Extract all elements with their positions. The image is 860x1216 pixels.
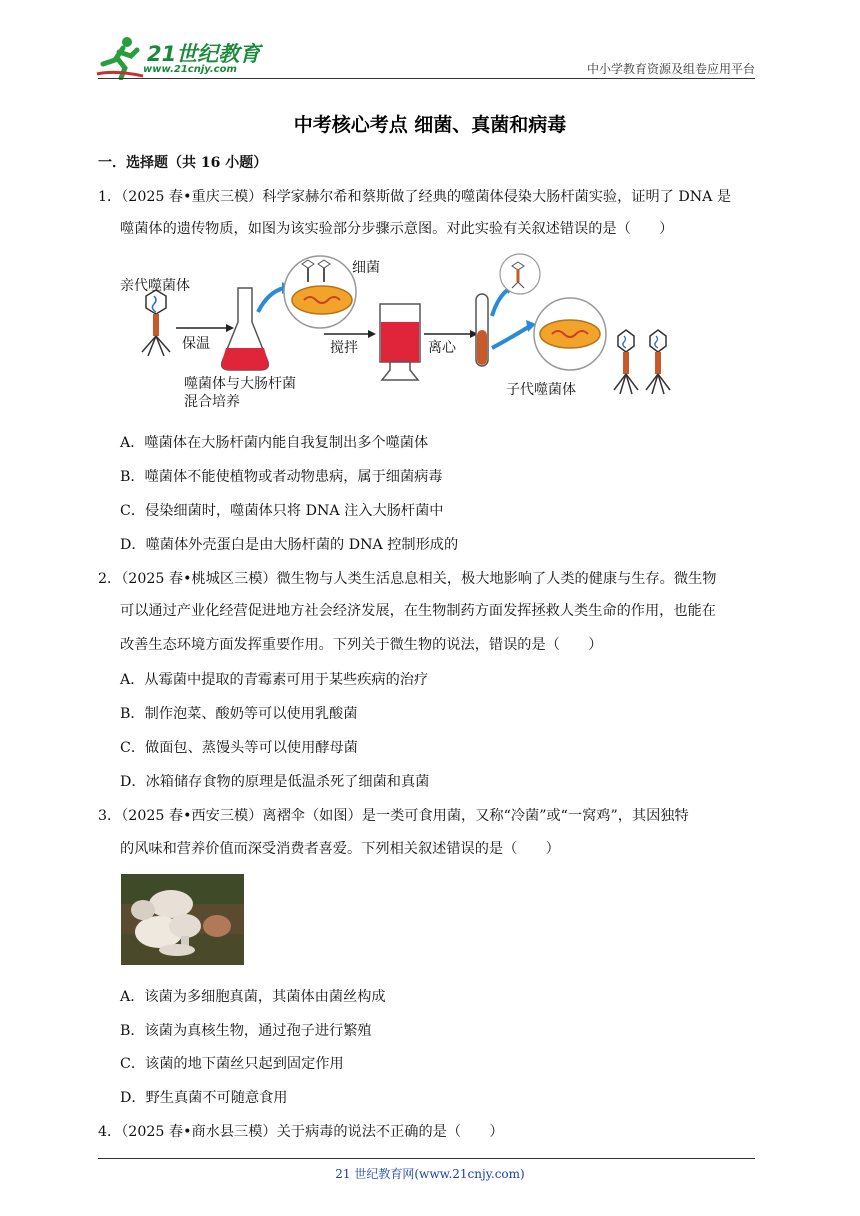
question-2-line-2: 可以通过产业化经营促进地方社会经济发展，在生物制药方面发挥拯救人类生命的作用，也能在 xyxy=(120,603,716,619)
label-warm: 保温 xyxy=(182,336,210,352)
label-mix-2: 混合培养 xyxy=(184,394,240,410)
q1-option-d: D．噬菌体外壳蛋白是由大肠杆菌的 DNA 控制形成的 xyxy=(120,537,459,553)
page-header xyxy=(0,0,860,90)
q1-option-b: B．噬菌体不能使植物或者动物患病，属于细菌病毒 xyxy=(120,469,443,485)
infected-bacterium-icon xyxy=(534,298,606,370)
q1-option-c: C．侵染细菌时，噬菌体只将 DNA 注入大肠杆菌中 xyxy=(120,503,444,519)
site-logo xyxy=(95,34,265,80)
label-centrifuge: 离心 xyxy=(428,340,456,356)
footer-divider xyxy=(98,1158,755,1159)
mushroom-photo xyxy=(121,874,244,965)
logo-url: www.21cnjy.com xyxy=(143,64,237,75)
question-1-line-1: 1．（2025 春•重庆三模）科学家赫尔希和蔡斯做了经典的噬菌体侵染大肠杆菌实验，证明了 DNA 是 xyxy=(98,189,732,205)
q2-option-d: D．冰箱储存食物的原理是低温杀死了细菌和真菌 xyxy=(120,774,430,790)
q3-option-d: D．野生真菌不可随意食用 xyxy=(120,1090,288,1106)
question-2-line-3: 改善生态环境方面发挥重要作用。下列关于微生物的说法，错误的是（ ） xyxy=(120,637,603,653)
question-4-line-1: 4．（2025 春•商水县三模）关于病毒的说法不正确的是（ ） xyxy=(98,1124,504,1140)
q3-option-b: B．该菌为真核生物，通过孢子进行繁殖 xyxy=(120,1023,372,1039)
phage-shell-icon xyxy=(500,254,540,294)
question-2-line-1: 2．（2025 春•桃城区三模）微生物与人类生活息息相关，极大地影响了人类的健康与生存。微生物 xyxy=(98,571,717,587)
page-title: 中考核心考点 细菌、真菌和病毒 xyxy=(293,114,567,136)
header-platform-text: 中小学教育资源及组卷应用平台 xyxy=(586,62,755,76)
q3-option-a: A．该菌为多细胞真菌，其菌体由菌丝构成 xyxy=(120,989,386,1005)
header-divider xyxy=(98,78,755,79)
test-tube-icon xyxy=(476,294,488,366)
label-parent-phage: 亲代噬菌体 xyxy=(120,278,190,294)
label-stir: 搅拌 xyxy=(330,340,358,356)
runner-logo-icon xyxy=(95,34,145,80)
logo-text: 21世纪教育 xyxy=(147,42,261,66)
q2-option-b: B．制作泡菜、酸奶等可以使用乳酸菌 xyxy=(120,706,358,722)
label-mix-1: 噬菌体与大肠杆菌 xyxy=(184,376,296,392)
q2-option-a: A．从霉菌中提取的青霉素可用于某些疾病的治疗 xyxy=(120,672,429,688)
q1-option-a: A．噬菌体在大肠杆菌内能自我复制出多个噬菌体 xyxy=(120,435,429,451)
bacteria-infection-icon xyxy=(284,256,356,328)
question-1-line-2: 噬菌体的遗传物质，如图为该实验部分步骤示意图。对此实验有关叙述错误的是（ ） xyxy=(120,221,674,237)
question-3-line-1: 3．（2025 春•西安三模）离褶伞（如图）是一类可食用菌，又称“冷菌”或“一窝鸡”，其因独特 xyxy=(98,808,689,824)
phage-experiment-figure xyxy=(118,252,676,410)
footer-link[interactable]: 21 世纪教育网(www.21cnjy.com) xyxy=(335,1167,525,1181)
q3-option-c: C．该菌的地下菌丝只起到固定作用 xyxy=(120,1056,344,1072)
label-bacteria: 细菌 xyxy=(352,260,380,276)
q2-option-c: C．做面包、蒸馒头等可以使用酵母菌 xyxy=(120,740,358,756)
section-heading: 一．选择题（共 16 小题） xyxy=(98,155,268,171)
question-3-line-2: 的风味和营养价值而深受消费者喜爱。下列相关叙述错误的是（ ） xyxy=(120,841,560,857)
label-offspring: 子代噬菌体 xyxy=(506,382,576,398)
